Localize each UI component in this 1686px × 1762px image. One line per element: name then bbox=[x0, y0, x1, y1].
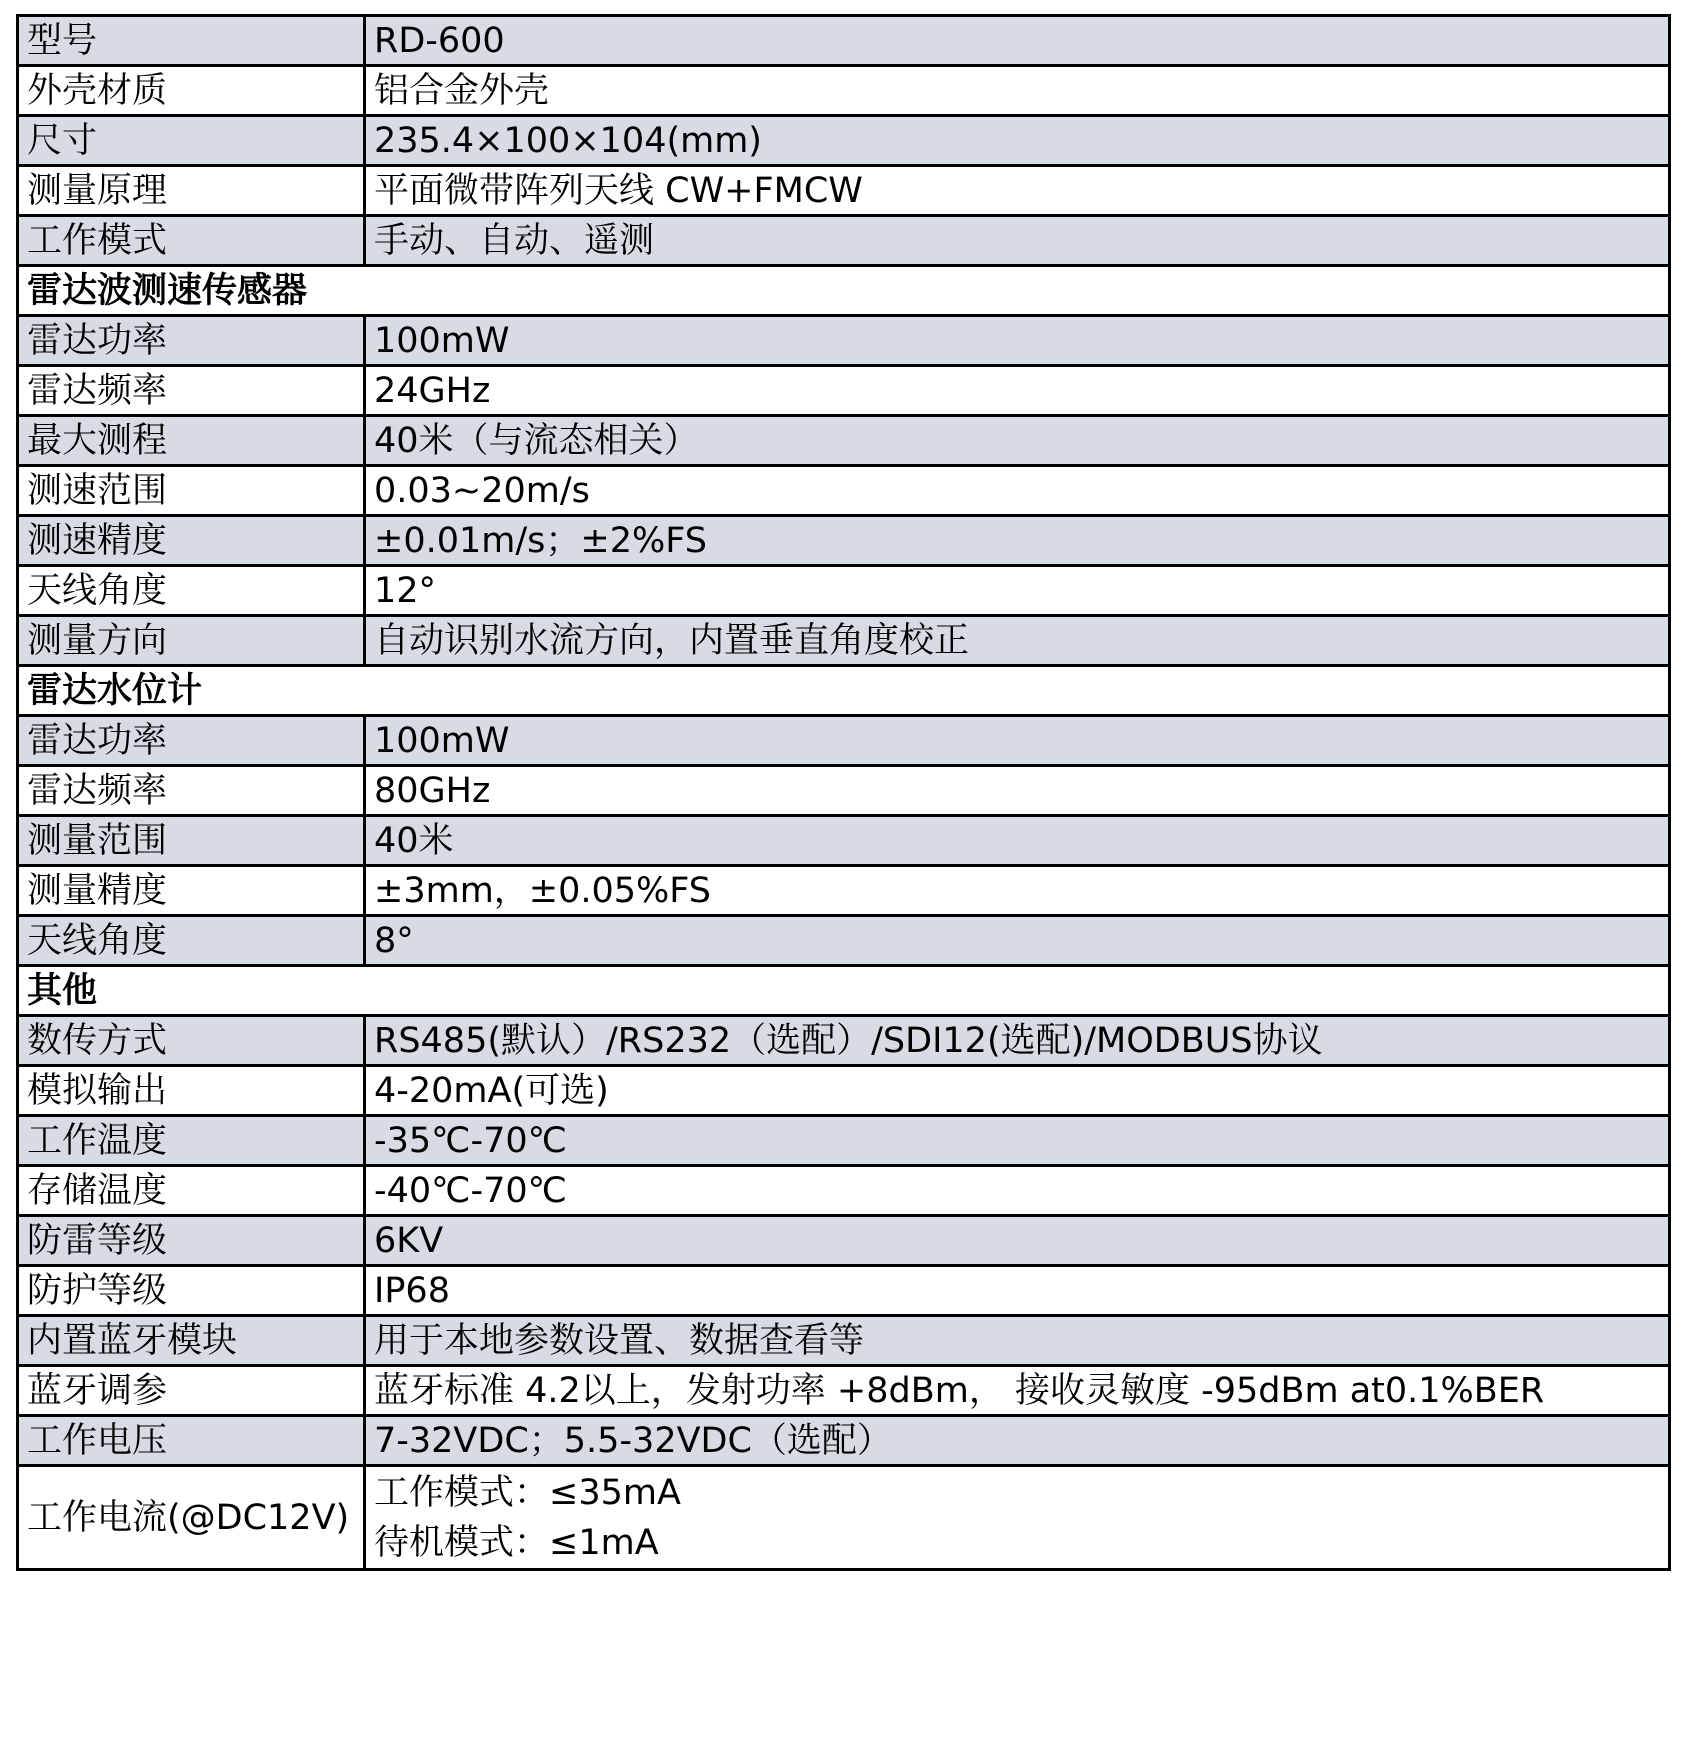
spec-value: -40℃-70℃ bbox=[365, 1166, 1670, 1216]
spec-value: 用于本地参数设置、数据查看等 bbox=[365, 1316, 1670, 1366]
spec-label: 雷达功率 bbox=[18, 316, 365, 366]
spec-row bbox=[18, 66, 1670, 116]
spec-table bbox=[16, 14, 1671, 1571]
spec-label: 蓝牙调参 bbox=[18, 1366, 365, 1416]
spec-value: ±0.01m/s；±2%FS bbox=[365, 516, 1670, 566]
spec-row bbox=[18, 416, 1670, 466]
spec-row bbox=[18, 916, 1670, 966]
spec-row bbox=[18, 16, 1670, 66]
spec-value: 自动识别水流方向，内置垂直角度校正 bbox=[365, 616, 1670, 666]
spec-value: 铝合金外壳 bbox=[365, 66, 1670, 116]
section-header-row bbox=[18, 666, 1670, 716]
spec-row bbox=[18, 616, 1670, 666]
spec-row bbox=[18, 1266, 1670, 1316]
section-title: 雷达波测速传感器 bbox=[18, 266, 1670, 316]
spec-label: 测量精度 bbox=[18, 866, 365, 916]
spec-row bbox=[18, 366, 1670, 416]
spec-value: ±3mm，±0.05%FS bbox=[365, 866, 1670, 916]
spec-label: 测量原理 bbox=[18, 166, 365, 216]
spec-label: 型号 bbox=[18, 16, 365, 66]
spec-value: -35℃-70℃ bbox=[365, 1116, 1670, 1166]
spec-value: 12° bbox=[365, 566, 1670, 616]
spec-label: 雷达频率 bbox=[18, 366, 365, 416]
spec-label: 数传方式 bbox=[18, 1016, 365, 1066]
spec-label: 模拟输出 bbox=[18, 1066, 365, 1116]
spec-label: 工作模式 bbox=[18, 216, 365, 266]
spec-value-line: 工作模式：≤35mA bbox=[374, 1472, 681, 1513]
spec-label: 天线角度 bbox=[18, 916, 365, 966]
spec-row bbox=[18, 766, 1670, 816]
spec-row bbox=[18, 116, 1670, 166]
spec-row bbox=[18, 866, 1670, 916]
spec-row bbox=[18, 1016, 1670, 1066]
spec-label: 雷达频率 bbox=[18, 766, 365, 816]
spec-value: 235.4×100×104(mm) bbox=[365, 116, 1670, 166]
spec-label: 内置蓝牙模块 bbox=[18, 1316, 365, 1366]
spec-value: RD-600 bbox=[365, 16, 1670, 66]
spec-value: 手动、自动、遥测 bbox=[365, 216, 1670, 266]
spec-row bbox=[18, 1116, 1670, 1166]
section-header-row bbox=[18, 266, 1670, 316]
spec-row bbox=[18, 1216, 1670, 1266]
spec-value: 4-20mA(可选) bbox=[365, 1066, 1670, 1116]
spec-label: 外壳材质 bbox=[18, 66, 365, 116]
spec-label: 测量范围 bbox=[18, 816, 365, 866]
spec-value: 0.03~20m/s bbox=[365, 466, 1670, 516]
spec-row bbox=[18, 816, 1670, 866]
spec-row bbox=[18, 1316, 1670, 1366]
spec-value: 100mW bbox=[365, 316, 1670, 366]
spec-row bbox=[18, 316, 1670, 366]
spec-value: 8° bbox=[365, 916, 1670, 966]
spec-row bbox=[18, 1416, 1670, 1466]
spec-label: 防护等级 bbox=[18, 1266, 365, 1316]
spec-row bbox=[18, 716, 1670, 766]
spec-label: 防雷等级 bbox=[18, 1216, 365, 1266]
spec-row bbox=[18, 516, 1670, 566]
spec-label: 测量方向 bbox=[18, 616, 365, 666]
spec-value: 40米（与流态相关） bbox=[365, 416, 1670, 466]
spec-label: 雷达功率 bbox=[18, 716, 365, 766]
spec-row bbox=[18, 1066, 1670, 1116]
spec-value: 平面微带阵列天线 CW+FMCW bbox=[365, 166, 1670, 216]
spec-label: 天线角度 bbox=[18, 566, 365, 616]
spec-label: 测速精度 bbox=[18, 516, 365, 566]
spec-row bbox=[18, 216, 1670, 266]
section-title: 其他 bbox=[18, 966, 1670, 1016]
spec-label: 最大测程 bbox=[18, 416, 365, 466]
spec-value: 24GHz bbox=[365, 366, 1670, 416]
spec-table-body bbox=[18, 16, 1670, 1570]
spec-label: 工作电压 bbox=[18, 1416, 365, 1466]
spec-row bbox=[18, 466, 1670, 516]
spec-label: 工作温度 bbox=[18, 1116, 365, 1166]
spec-value: 80GHz bbox=[365, 766, 1670, 816]
spec-value: 40米 bbox=[365, 816, 1670, 866]
spec-row bbox=[18, 566, 1670, 616]
spec-row bbox=[18, 1466, 1670, 1570]
spec-row bbox=[18, 1166, 1670, 1216]
spec-value: 蓝牙标准 4.2以上，发射功率 +8dBm， 接收灵敏度 -95dBm at0.1%BER bbox=[365, 1366, 1670, 1416]
spec-label: 工作电流(@DC12V) bbox=[18, 1466, 365, 1570]
spec-value: 6KV bbox=[365, 1216, 1670, 1266]
section-header-row bbox=[18, 966, 1670, 1016]
spec-value: RS485(默认）/RS232（选配）/SDI12(选配)/MODBUS协议 bbox=[365, 1016, 1670, 1066]
spec-label: 尺寸 bbox=[18, 116, 365, 166]
spec-value-line: 待机模式：≤1mA bbox=[374, 1522, 659, 1563]
spec-row bbox=[18, 166, 1670, 216]
spec-row bbox=[18, 1366, 1670, 1416]
spec-label: 存储温度 bbox=[18, 1166, 365, 1216]
spec-value: 7-32VDC；5.5-32VDC（选配） bbox=[365, 1416, 1670, 1466]
spec-value bbox=[365, 1466, 1670, 1570]
spec-value: IP68 bbox=[365, 1266, 1670, 1316]
spec-value: 100mW bbox=[365, 716, 1670, 766]
section-title: 雷达水位计 bbox=[18, 666, 1670, 716]
spec-label: 测速范围 bbox=[18, 466, 365, 516]
